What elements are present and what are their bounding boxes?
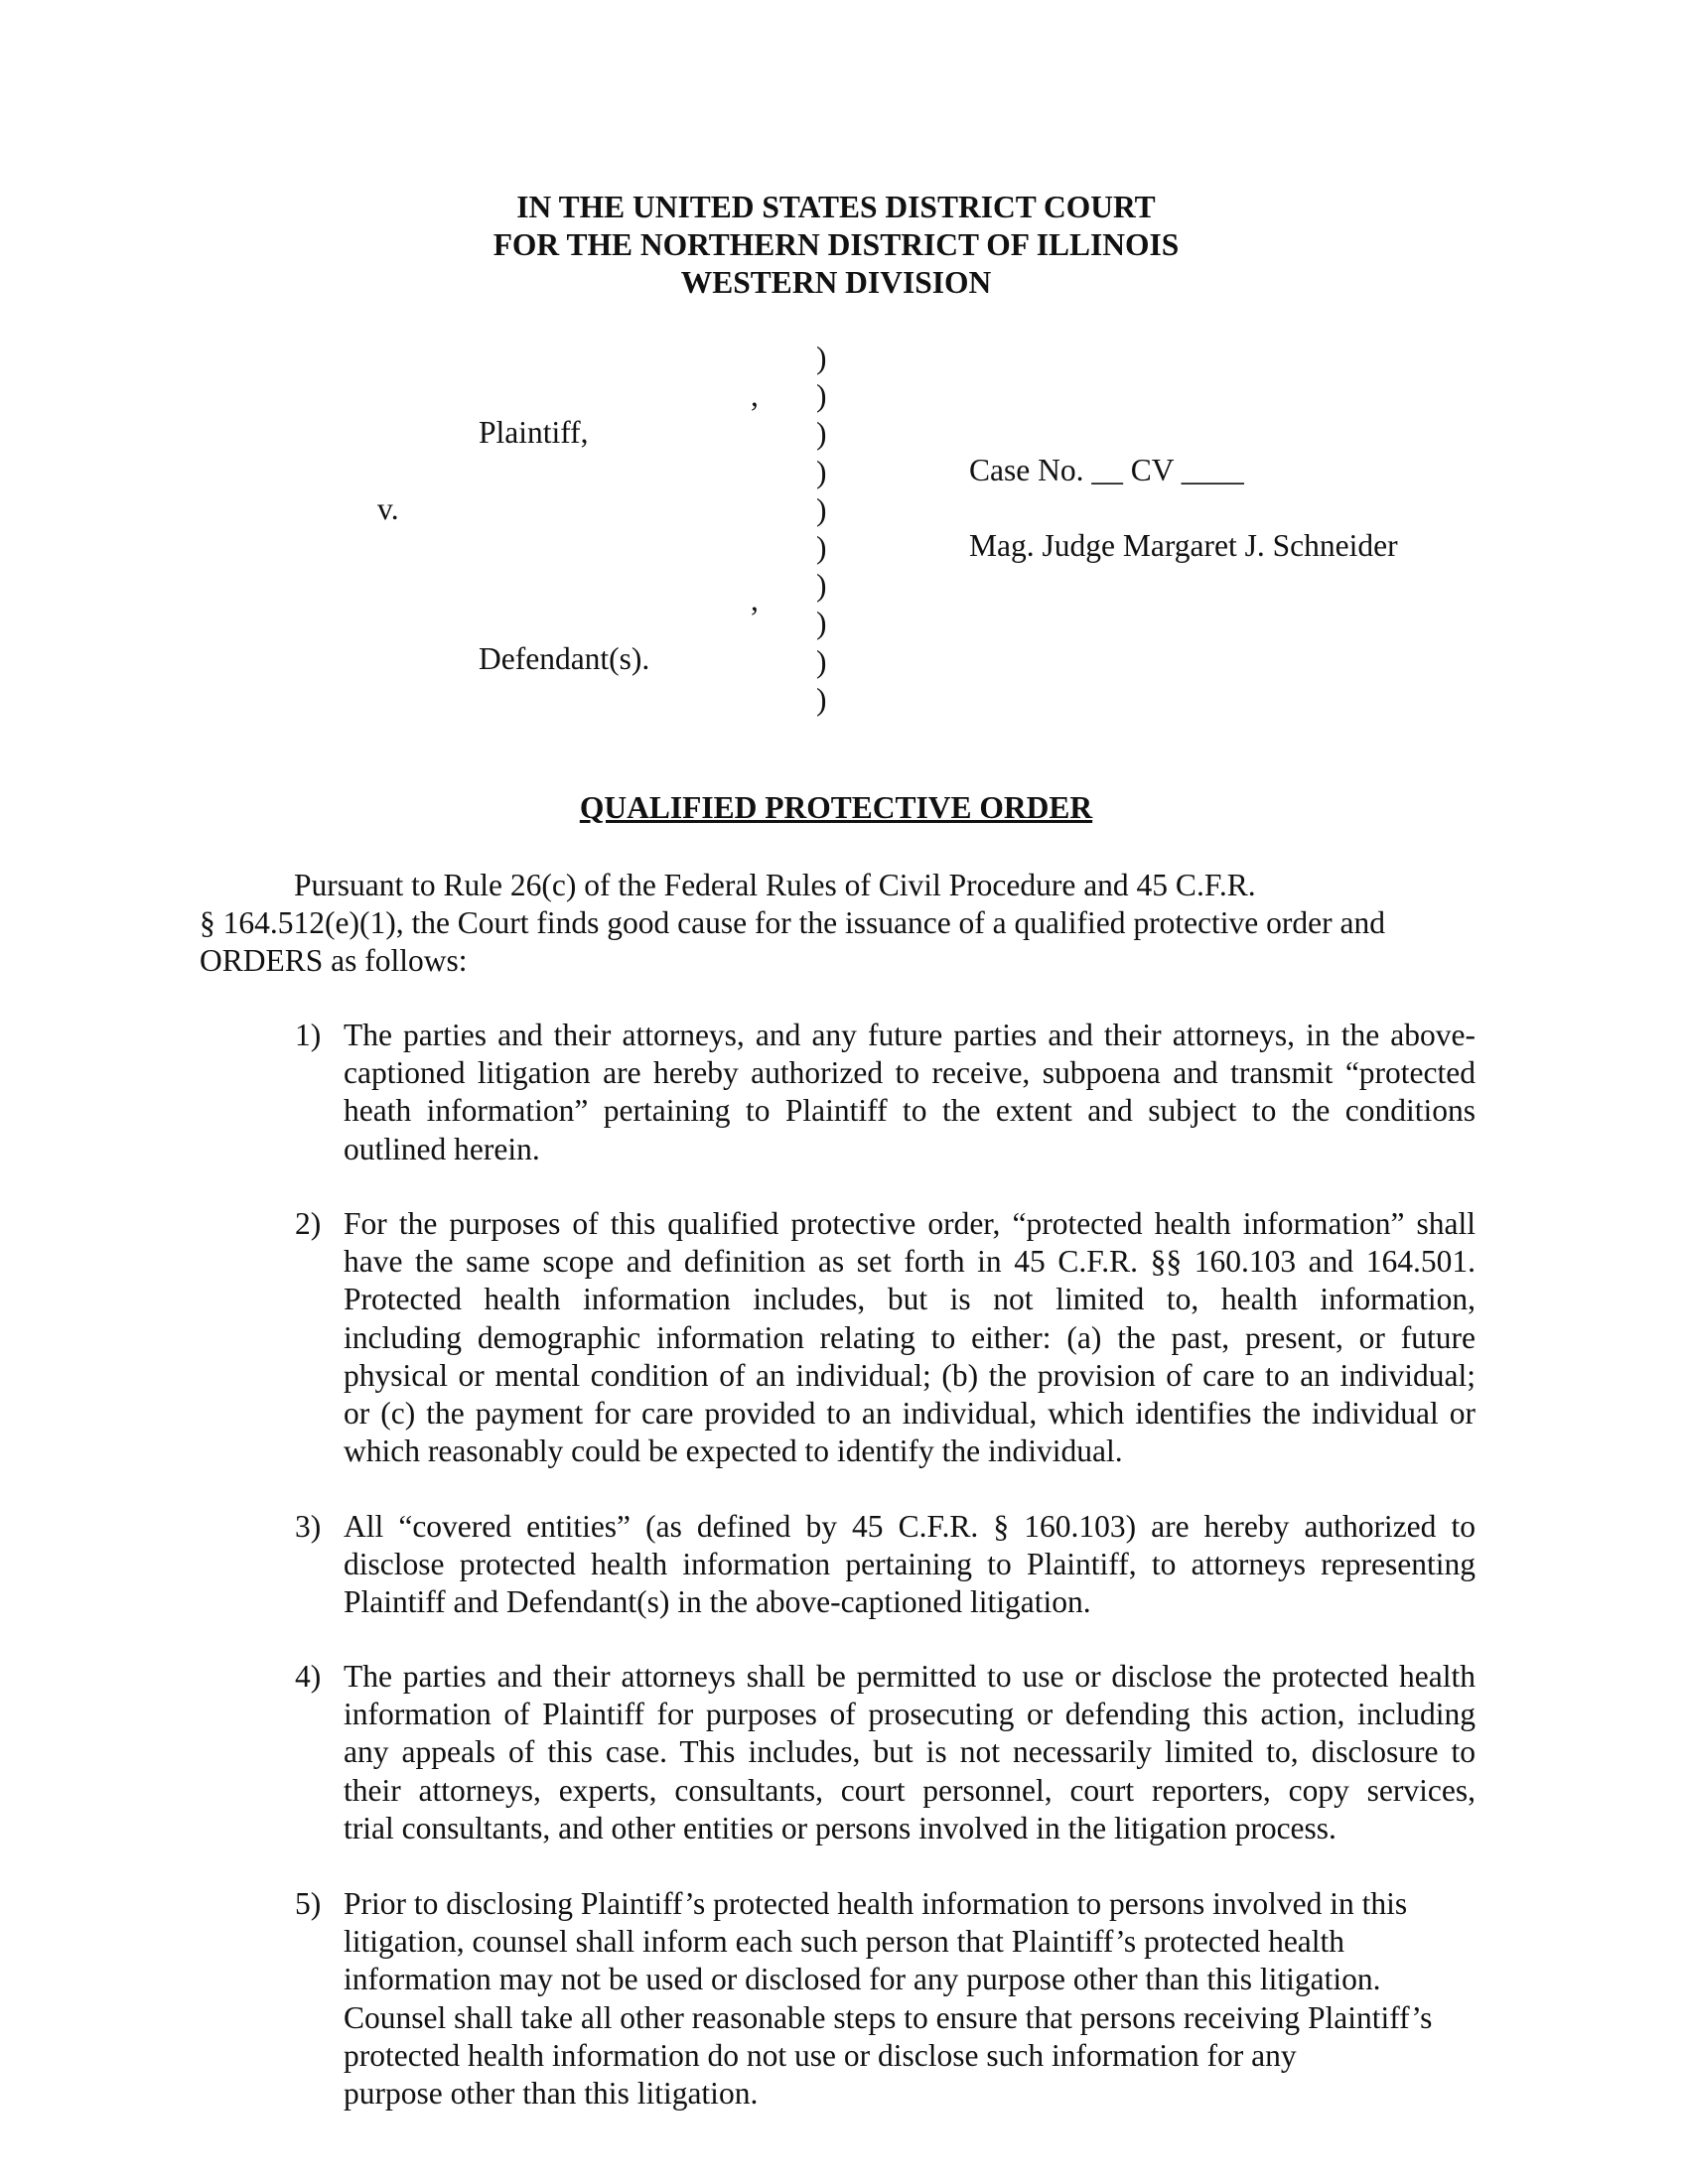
case-number: Case No. __ CV ____ [969,453,1244,487]
court-header-line: IN THE UNITED STATES DISTRICT COURT [516,190,1156,224]
item-line: physical or mental condition of an individual; (b) the provision of care to an individual; [344,1357,1476,1393]
caption-paren: ) [816,416,827,452]
order-item [344,1508,1476,1622]
item-line: including demographic information relating to either: (a) the past, present, or future [344,1319,1476,1355]
item-line: Protected health information includes, but is not limited to, health information, [344,1282,1476,1317]
caption-paren: ) [816,681,827,717]
item-number: 3) [295,1509,322,1544]
caption-paren: ) [816,454,827,489]
item-line: disclose protected health information pertaining to Plaintiff, to attorneys representing [344,1547,1476,1582]
court-header [0,189,1672,302]
item-line: or (c) the payment for care provided to an individual, which identifies the individual or [344,1396,1476,1432]
item-line: purpose other than this litigation. [344,2076,759,2112]
versus-label: v. [377,491,399,526]
item-line: trial consultants, and other entities or persons involved in the litigation process. [344,1810,1336,1845]
defendant-label: Defendant(s). [479,641,650,676]
caption-parens [816,340,827,719]
intro-line: Pursuant to Rule 26(c) of the Federal Rules of Civil Procedure and 45 C.F.R. [294,868,1256,902]
item-line: The parties and their attorneys shall be permitted to use or disclose the protected health [344,1659,1476,1694]
item-line: their attorneys, experts, consultants, court personnel, court reporters, copy services, [344,1772,1476,1808]
item-line: Counsel shall take all other reasonable steps to ensure that persons receiving Plaintiff’s [344,1999,1433,2035]
court-header-line: WESTERN DIVISION [680,265,992,300]
item-line: have the same scope and definition as set forth in 45 C.F.R. §§ 160.103 and 164.501. [344,1244,1476,1280]
caption-paren: ) [816,643,827,679]
item-line: outlined herein. [344,1131,540,1166]
caption-paren: ) [816,606,827,641]
caption-paren: ) [816,568,827,604]
item-line: protected health information do not use or disclose such information for any [344,2037,1297,2073]
item-line: Prior to disclosing Plaintiff’s protected health information to persons involved in this [344,1886,1408,1921]
caption-paren: ) [816,341,827,375]
item-number: 5) [295,1886,322,1921]
order-item [344,1885,1476,2113]
item-line: captioned litigation are hereby authorized to receive, subpoena and transmit “protected [344,1055,1476,1091]
item-line: any appeals of this case. This includes, but is not necessarily limited to, disclosure to [344,1734,1476,1770]
item-number: 4) [295,1659,322,1694]
caption-paren: ) [816,530,827,566]
plaintiff-label: Plaintiff, [479,415,589,450]
item-line: heath information” pertaining to Plaintiff to the extent and subject to the conditions [344,1093,1476,1129]
item-line: Plaintiff and Defendant(s) in the above-captioned litigation. [344,1584,1091,1620]
court-header-line: FOR THE NORTHERN DISTRICT OF ILLINOIS [492,227,1180,262]
caption-paren: ) [816,378,827,414]
document-title: QUALIFIED PROTECTIVE ORDER [579,790,1093,825]
defendant-name-comma: , [751,583,759,617]
item-line: information may not be used or disclosed for any purpose other than this litigation. [344,1962,1381,1997]
order-item [344,1205,1476,1470]
caption-paren: ) [816,491,827,527]
item-line: All “covered entities” (as defined by 45 C.F.R. § 160.103) are hereby authorized to [344,1509,1476,1544]
item-number: 1) [295,1018,322,1052]
intro-paragraph [200,867,1480,981]
order-item [344,1658,1476,1847]
item-line: information of Plaintiff for purposes of prosecuting or defending this action, including [344,1697,1476,1732]
item-number: 2) [295,1206,322,1241]
intro-line: ORDERS as follows: [200,943,468,979]
item-line: litigation, counsel shall inform each such person that Plaintiff’s protected health [344,1924,1345,1960]
plaintiff-name-comma: , [751,378,759,413]
item-line: The parties and their attorneys, and any future parties and their attorneys, in the above- [344,1018,1476,1052]
order-item [344,1017,1476,1168]
magistrate-judge: Mag. Judge Margaret J. Schneider [969,528,1398,563]
item-line: For the purposes of this qualified protective order, “protected health information” shall [344,1206,1476,1241]
item-line: which reasonably could be expected to identify the individual. [344,1433,1123,1469]
intro-line: § 164.512(e)(1), the Court finds good cause for the issuance of a qualified protective order and [200,905,1385,941]
